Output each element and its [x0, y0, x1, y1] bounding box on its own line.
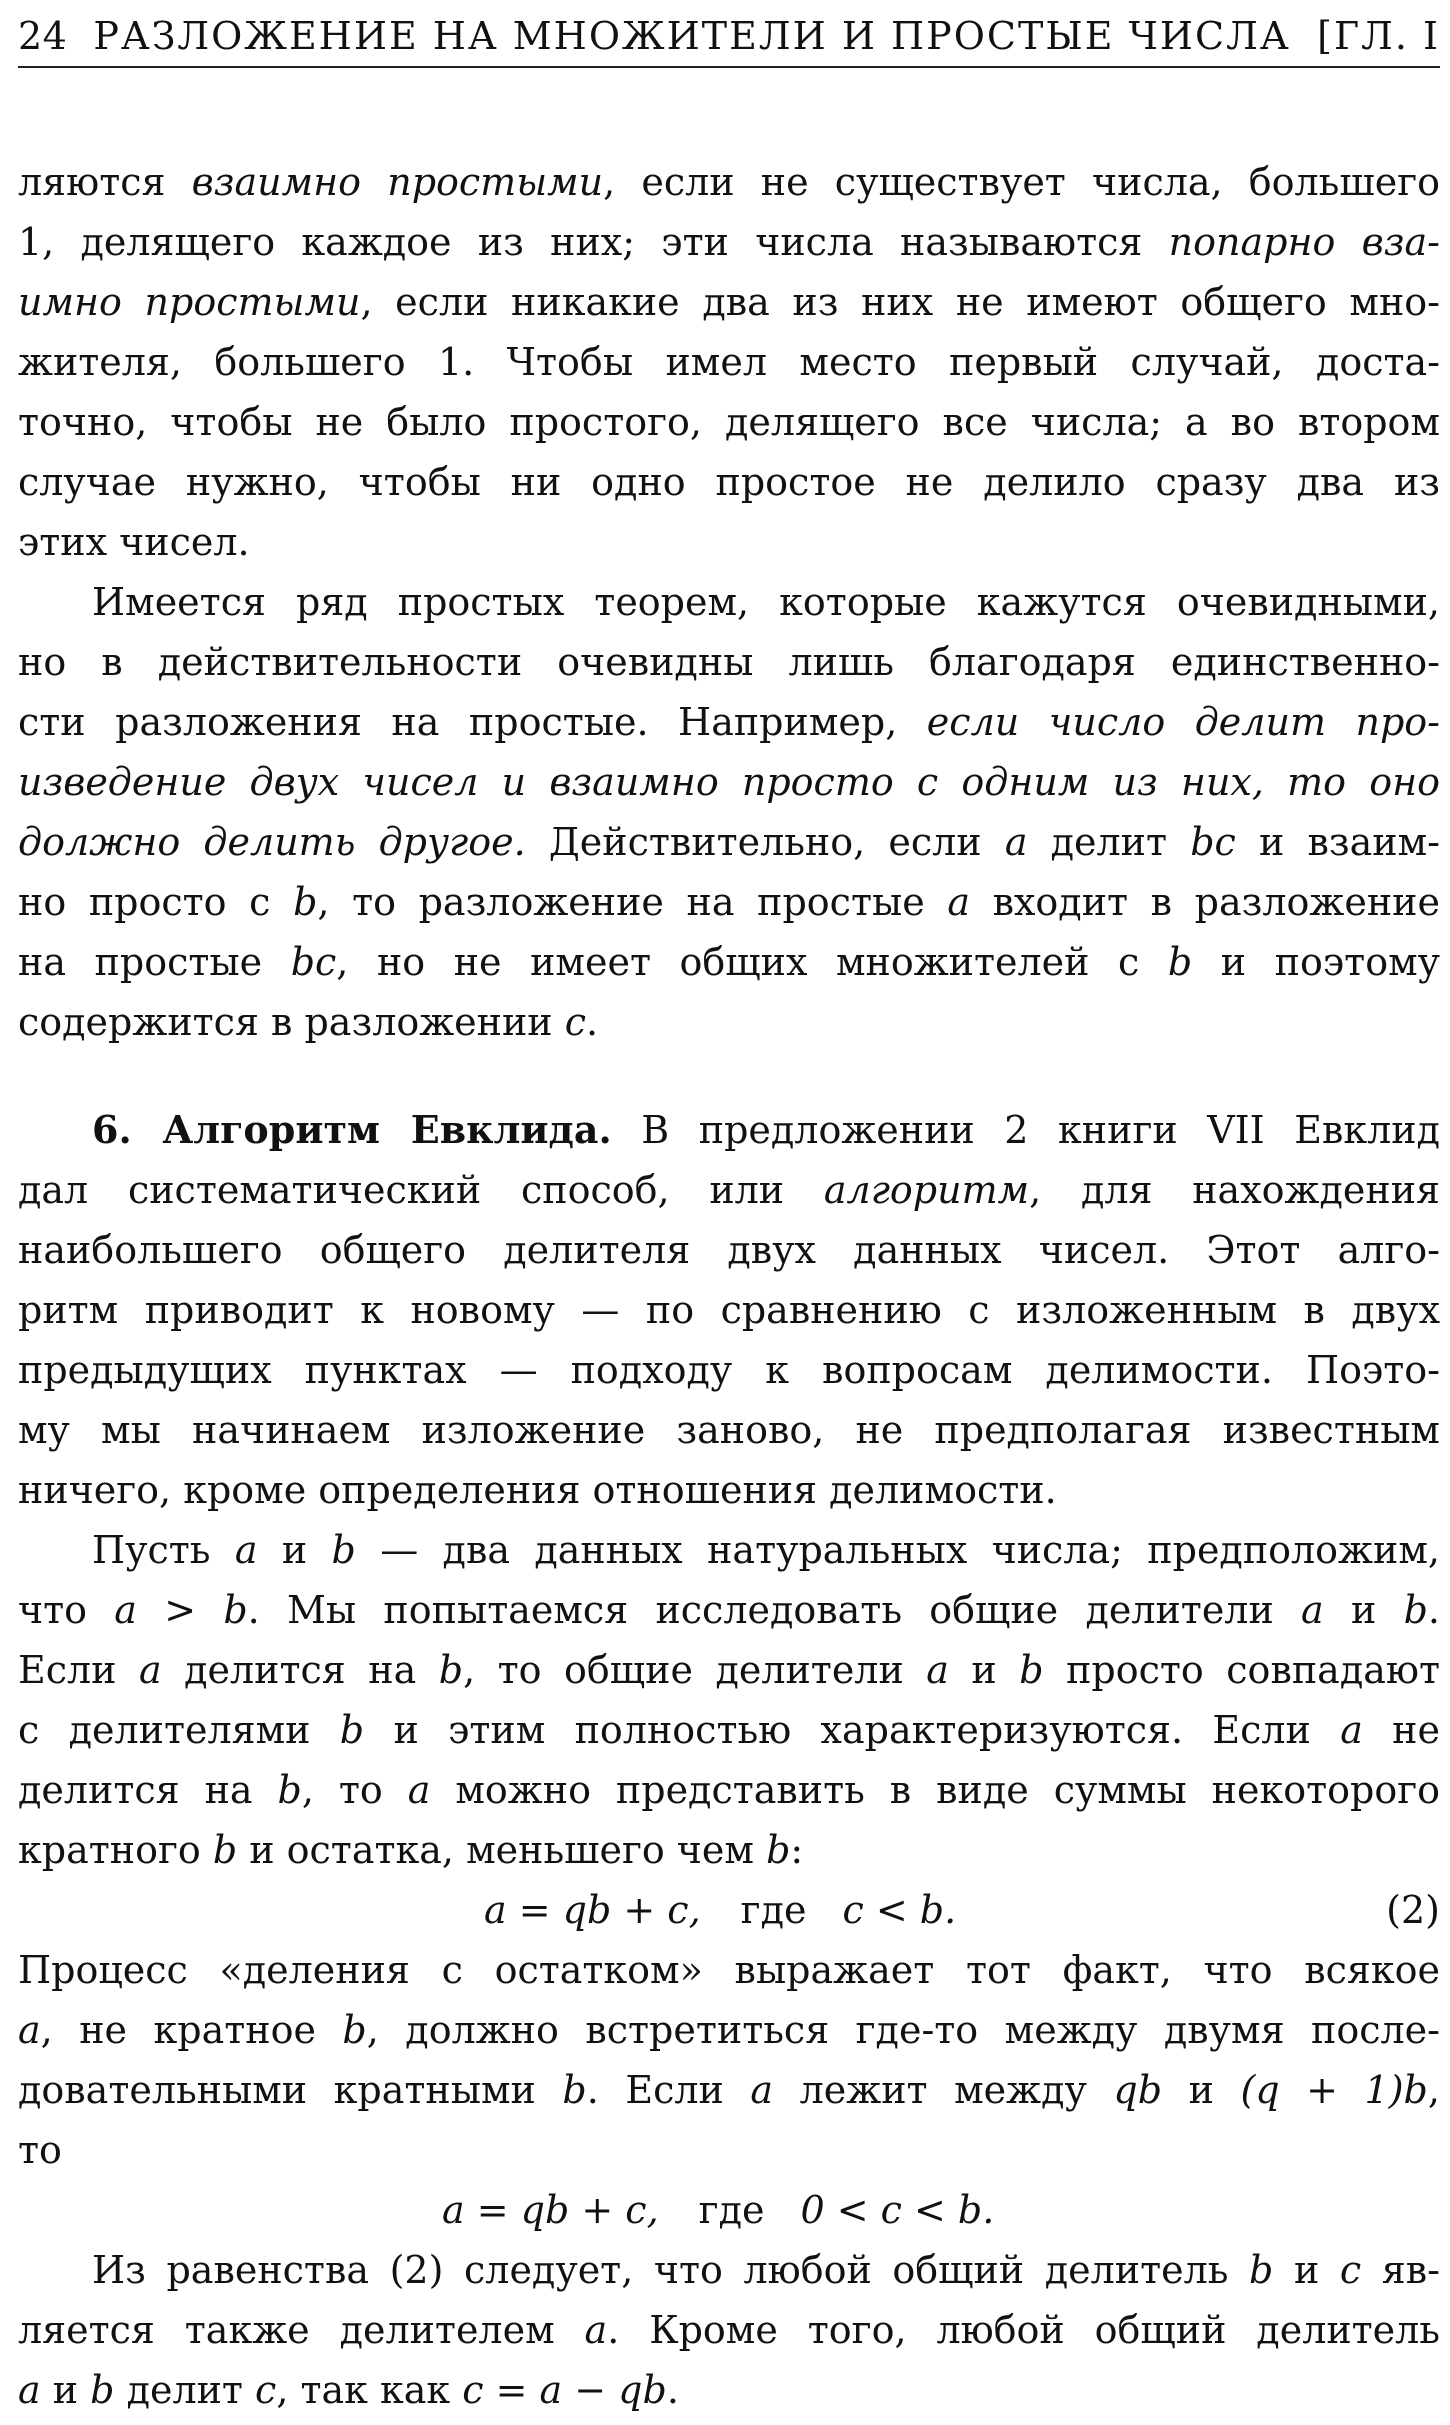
text-line: 1, делящего каждое из них; эти числа называются попарно вза-: [18, 220, 1440, 264]
paragraph-remainder-process: [18, 1940, 1440, 2180]
running-header: [18, 14, 1440, 66]
paragraph-common-divisors: [18, 2240, 1440, 2420]
text-line: Процесс «деления с остатком» выражает тот факт, что всякое: [18, 1948, 1440, 1992]
equation-3: [18, 2180, 1440, 2240]
text-line: содержится в разложении c.: [18, 1000, 599, 1044]
equation-lhs: a = qb + c,: [484, 1888, 701, 1932]
text-line: должно делить другое. Действительно, если a делит bc и взаим-: [18, 820, 1440, 864]
equation-where: где: [698, 2188, 765, 2232]
text-line: довательными кратными b. Если a лежит между qb и (q + 1)b,: [18, 2068, 1440, 2112]
text-line: 6. Алгоритм Евклида. В предложении 2 книги VII Евклид: [92, 1107, 1440, 1152]
equation-number: (2): [1386, 1888, 1440, 1932]
text-line: ритм приводит к новому — по сравнению с изложенным в двух: [18, 1288, 1440, 1332]
text-line: точно, чтобы не было простого, делящего все числа; а во втором: [18, 400, 1440, 444]
text-line: ничего, кроме определения отношения делимости.: [18, 1468, 1057, 1512]
text-line: случае нужно, чтобы ни одно простое не делило сразу два из: [18, 460, 1440, 504]
text-line: му мы начинаем изложение заново, не предполагая известным: [18, 1408, 1440, 1452]
text-line: но в действительности очевидны лишь благодаря единственно-: [18, 640, 1440, 684]
text-line: предыдущих пунктах — подходу к вопросам делимости. Поэто-: [18, 1348, 1440, 1392]
paragraph-division-with-remainder: [18, 1520, 1440, 1880]
text-line: то: [18, 2128, 62, 2172]
equation-lhs: a = qb + c,: [442, 2188, 659, 2232]
page-number: 24: [18, 14, 68, 58]
section-heading: 6. Алгоритм Евклида.: [92, 1107, 612, 1152]
text-line: кратного b и остатка, меньшего чем b:: [18, 1828, 804, 1872]
text-line: Из равенства (2) следует, что любой общий делитель b и c яв-: [92, 2248, 1440, 2292]
text-line: изведение двух чисел и взаимно просто с одним из них, то оно: [18, 760, 1440, 804]
equation-2: [18, 1880, 1440, 1940]
text-line: Имеется ряд простых теорем, которые кажутся очевидными,: [92, 580, 1440, 624]
text-line: делится на b, то a можно представить в виде суммы некоторого: [18, 1768, 1440, 1812]
text-line: что a > b. Мы попытаемся исследовать общие делители a и b.: [18, 1588, 1440, 1632]
page-body: [18, 152, 1440, 2420]
text-line: но просто с b, то разложение на простые a входит в разложение: [18, 880, 1440, 924]
header-rule: [18, 66, 1440, 68]
text-line: с делителями b и этим полностью характеризуются. Если a не: [18, 1708, 1440, 1752]
paragraph-coprime-definition: [18, 152, 1440, 572]
equation-condition: 0 < c < b.: [800, 2188, 995, 2232]
section-gap: [18, 1052, 1440, 1100]
text-line: этих чисел.: [18, 520, 250, 564]
equation-condition: c < b.: [842, 1888, 957, 1932]
text-line: на простые bc, но не имеет общих множителей с b и поэтому: [18, 940, 1440, 984]
section-6-euclid-algorithm: [18, 1100, 1440, 1520]
text-line: дал систематический способ, или алгоритм, для нахождения: [18, 1168, 1440, 1212]
text-line: a и b делит c, так как c = a − qb.: [18, 2368, 679, 2412]
running-head-title: РАЗЛОЖЕНИЕ НА МНОЖИТЕЛИ И ПРОСТЫЕ ЧИСЛА: [93, 14, 1291, 58]
text-line: ляются взаимно простыми, если не существует числа, большего: [18, 160, 1440, 204]
paragraph-simple-theorems: [18, 572, 1440, 1052]
text-line: a, не кратное b, должно встретиться где-то между двумя после-: [18, 2008, 1440, 2052]
text-line: Пусть a и b — два данных натуральных числа; предположим,: [92, 1528, 1440, 1572]
text-line: ляется также делителем a. Кроме того, любой общий делитель: [18, 2308, 1440, 2352]
text-line: наибольшего общего делителя двух данных чисел. Этот алго-: [18, 1228, 1440, 1272]
text-line: имно простыми, если никакие два из них не имеют общего мно-: [18, 280, 1440, 324]
text-line: сти разложения на простые. Например, если число делит про-: [18, 700, 1440, 744]
equation-where: где: [740, 1888, 807, 1932]
text-line: Если a делится на b, то общие делители a и b просто совпадают: [18, 1648, 1440, 1692]
chapter-label: [ГЛ. I: [1317, 14, 1440, 58]
text-line: жителя, большего 1. Чтобы имел место первый случай, доста-: [18, 340, 1440, 384]
